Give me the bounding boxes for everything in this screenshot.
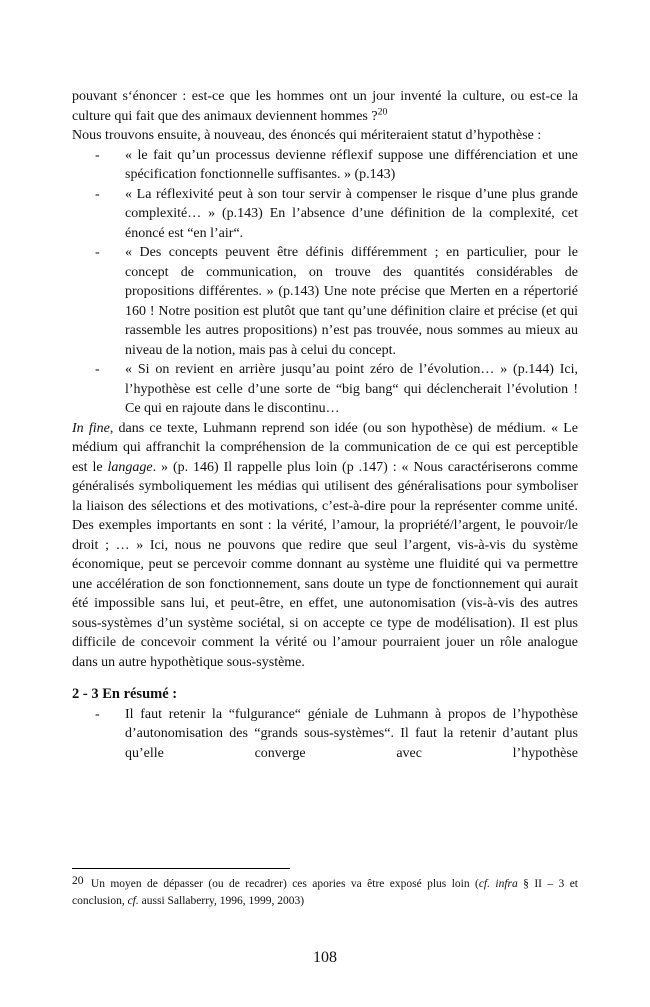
italic-phrase-in-fine: In fine — [72, 420, 110, 436]
list-item-text: « La réflexivité peut à son tour servir à compenser le risque d’une plus grande complexité… » (p.143) En l’absence d’une définition de la complexité, cet énoncé est “en l’air“. — [125, 186, 578, 241]
list-item-marker: - — [95, 362, 100, 377]
list-item — [72, 360, 578, 419]
summary-list — [72, 705, 578, 764]
hypothesis-list — [72, 146, 578, 419]
paragraph-intro — [72, 87, 578, 126]
paragraph-infine — [72, 419, 578, 673]
footnote-italic-cf: cf. — [127, 894, 139, 907]
paragraph-intro-text: pouvant s‘énoncer : est-ce que les hommes ont un jour inventé la culture, ou est-ce la culture qui fait que des animaux deviennent hommes ? — [72, 89, 578, 124]
list-item-text: « le fait qu’un processus devienne réflexif suppose une différenciation et une spécification fonctionnelle suffisantes. » (p.143) — [125, 147, 578, 182]
list-item — [72, 243, 578, 360]
list-item-text: « Des concepts peuvent être définis différemment ; en particulier, pour le concept de communication, on trouve des quantités considérables de propositions différentes. » (p.143) Une note précise que Merten en a répertorié 160 ! Notre position est plutôt que tant qu’une définition claire et précise (et qui rassemble les autres propositions) n’est pas trouvée, nous sommes au mieux au niveau de la notion, mais pas à celui du concept. — [125, 245, 578, 358]
italic-phrase-langage: langage — [107, 459, 153, 475]
list-item-marker: - — [95, 245, 100, 260]
footnote-text-3: aussi Sallaberry, 1996, 1999, 2003) — [138, 894, 305, 907]
paragraph-infine-text-1: , dans ce texte, Luhmann reprend son idée (ou son hypothèse) de médium. « Le médium qui affranchit la compréhension de la communication de ce qui est perceptible est le — [72, 420, 579, 475]
paragraph-transition: Nous trouvons ensuite, à nouveau, des énoncés qui mériteraient statut d’hypothèse : — [72, 128, 542, 143]
paragraph-infine-text-2: . » (p. 146) Il rappelle plus loin (p .147) : « Nous caractériserons comme généralisés symboliquement les médias qui utilisent des généralisations pour symboliser la liaison des sélections et des motivations, c’est-à-dire pour la représenter comme unité. Des exemples importants en sont : la vérité, l’amour, la propriété/l’argent, le pouvoir/le droit ; … » Ici, nous ne pouvons que redire que seul l’argent, vis-à-vis du système économique, peut se percevoir comme donnant au système une fluidité qui va permettre une accélération de son fonctionnement, sans doute un type de fonctionnement qui aurait été impossible sans lui, et peut-être, en effet, une autonomisation (vis-à-vis des autres sous-systèmes d’un système sociétal, si on accepte ce type de modélisation). Il est plus difficile de concevoir comment la vérité ou l’amour pourraient jouer un rôle analogue dans un autre hypothètique sous-système. — [72, 459, 578, 670]
footnote-ref: 20 — [377, 105, 388, 117]
list-item — [72, 146, 578, 185]
list-item-marker: - — [95, 147, 100, 163]
footnote — [72, 868, 578, 909]
list-item — [72, 705, 578, 764]
footnote-marker: 20 — [72, 875, 84, 887]
list-item-text: « Si on revient en arrière jusqu’au point zéro de l’évolution… » (p.144) Ici, l’hypothèse est celle d’une sorte de “big bang“ qui déclencherait l’évolution ! Ce qui en rajoute dans le discontinu… — [125, 362, 578, 416]
footnote-text — [72, 876, 578, 909]
list-item — [72, 185, 578, 244]
footnote-separator — [72, 868, 290, 869]
footnote-text-2: § II – 3 et conclusion, — [72, 878, 578, 907]
list-item-marker: - — [95, 186, 100, 202]
list-item-marker: - — [95, 706, 100, 722]
list-item-text: Il faut retenir la “fulgurance“ géniale de Luhmann à propos de l’hypothèse d’autonomisation des “grands sous-systèmes“. Il faut la retenir d’autant plus qu’elle converge avec l’hypothèse — [125, 706, 578, 761]
body-text — [72, 87, 578, 763]
page-number: 108 — [313, 949, 337, 966]
footnote-text-1: Un moyen de dépasser (ou de recadrer) ces apories va être exposé plus loin ( — [85, 878, 479, 890]
footnote-italic-cf-infra: cf. infra — [478, 878, 518, 890]
section-heading: 2 - 3 En résumé : — [72, 686, 178, 702]
